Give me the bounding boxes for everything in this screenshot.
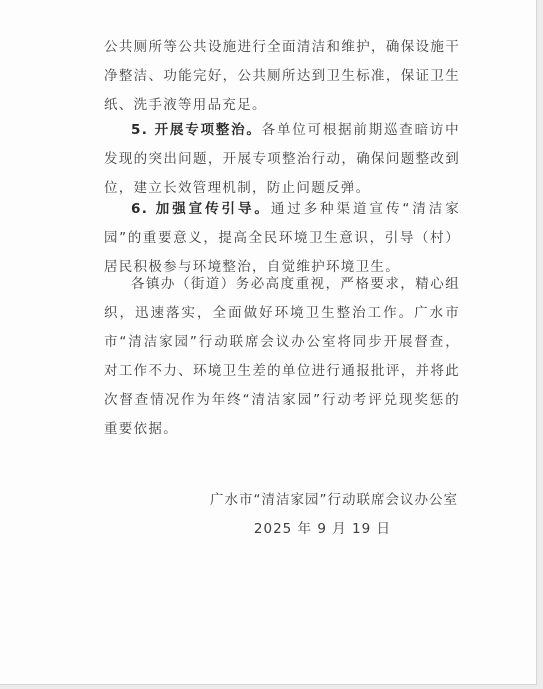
paragraph-text: 公共厕所等公共设施进行全面清洁和维护，确保设施干净整洁、功能完好，公共厕所达到卫生标准，保证卫生纸、洗手液等用品充足。 <box>104 39 460 113</box>
item-6-heading: 6. 加强宣传引导。 <box>131 201 271 217</box>
item-6-text: 通过多种渠道宣传“清洁家园”的重要意义，提高全民环境卫生意识，引导（村）居民积极参与环境整治，自觉维护环境卫生。 <box>104 201 460 275</box>
paragraph-item-6 <box>104 195 460 282</box>
signature-date: 2025 年 9 月 19 日 <box>253 521 391 537</box>
paragraph-item-5 <box>104 116 460 203</box>
paragraph-closing <box>104 270 460 444</box>
signature-organization: 广水市“清洁家园”行动联席会议办公室 <box>210 492 458 508</box>
page-shadow <box>0 685 543 689</box>
page-shadow <box>537 0 543 689</box>
item-5-heading: 5. 开展专项整治。 <box>131 122 262 138</box>
closing-text: 各镇办（街道）务必高度重视，严格要求，精心组织，迅速落实，全面做好环境卫生整治工作。广水市市“清洁家园”行动联席会议办公室将同步开展督查，对工作不力、环境卫生差的单位进行通报批评，并将此次督查情况作为年终“清洁家园”行动考评兑现奖惩的重要依据。 <box>104 276 460 437</box>
paragraph-public-toilets <box>104 33 460 120</box>
item-5-text: 各单位可根据前期巡查暗访中发现的突出问题，开展专项整治行动，确保问题整改到位，建立长效管理机制，防止问题反弹。 <box>104 122 460 196</box>
